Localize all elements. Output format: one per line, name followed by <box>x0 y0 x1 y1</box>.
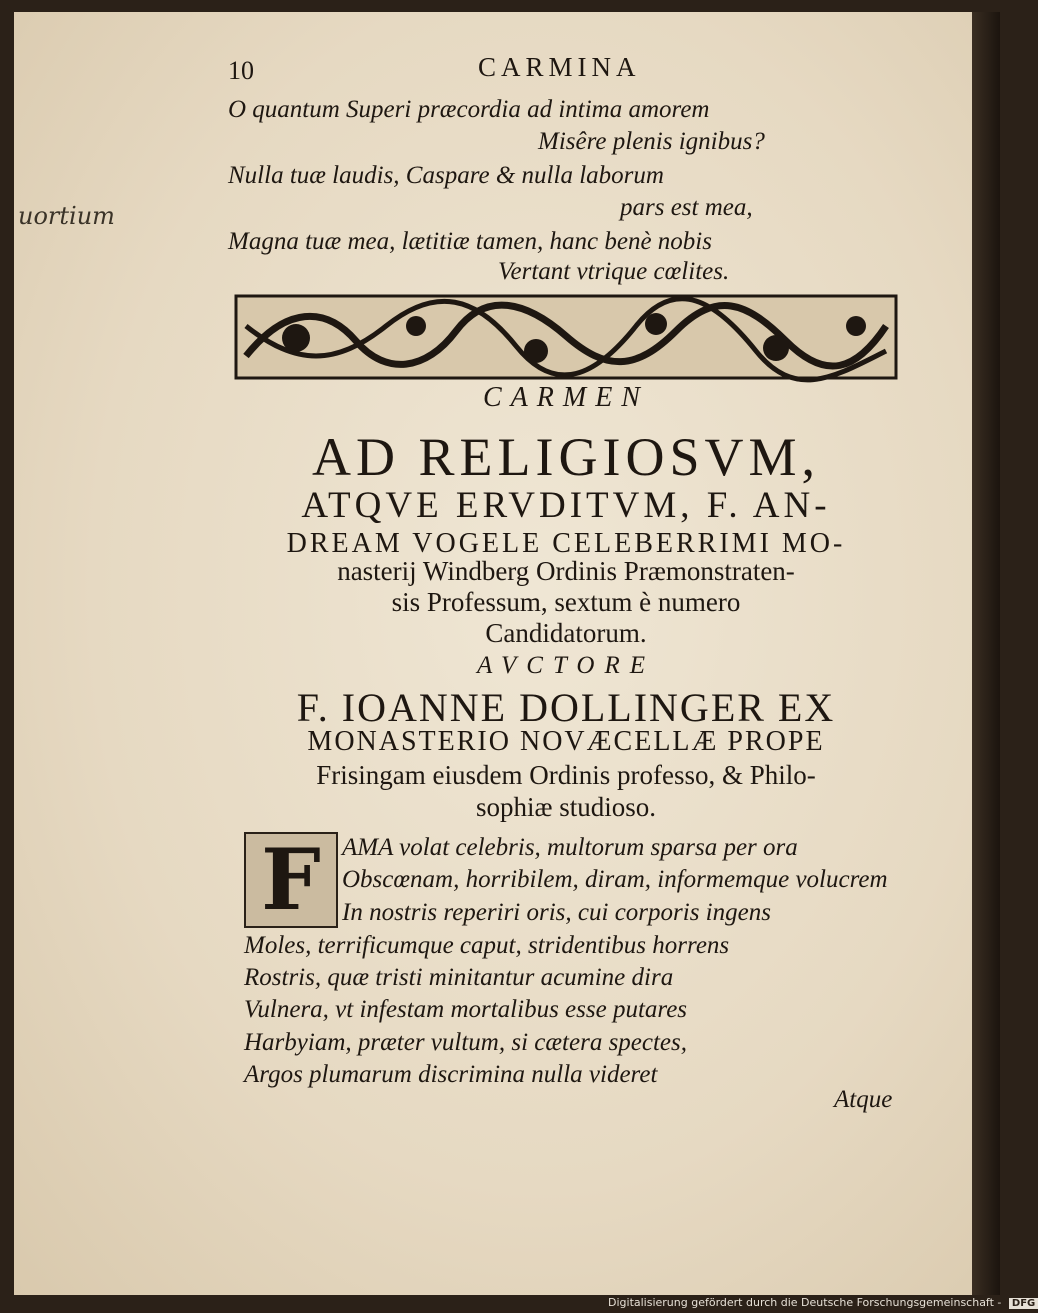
poem1-line: Nulla tuæ laudis, Caspare & nulla laborum <box>228 162 664 189</box>
author-line: MONASTERIO NOVÆCELLÆ PROPE <box>307 726 825 757</box>
poem1-line: Magna tuæ mea, lætitiæ tamen, hanc benè nobis <box>228 228 712 255</box>
title-line: Candidatorum. <box>485 618 647 648</box>
title-main: AD RELIGIOSVM, <box>312 427 820 487</box>
digitization-credit <box>608 1296 1038 1309</box>
poem1-line: pars est mea, <box>620 194 753 221</box>
poem2-line: Harbyiam, præter vultum, si cætera spectes, <box>244 1029 688 1056</box>
poem2-line: In nostris reperiri oris, cui corporis ingens <box>342 899 771 926</box>
marginal-note: uortium <box>18 202 115 230</box>
title-line: DREAM VOGELE CELEBERRIMI MO- <box>286 528 846 559</box>
poem2-line: Obscœnam, horribilem, diram, informemque volucrem <box>342 866 888 893</box>
title-line: nasterij Windberg Ordinis Præmonstraten- <box>337 556 795 586</box>
page-number: 10 <box>228 56 254 85</box>
decorative-ornament-band <box>236 296 896 378</box>
auctore-label: AVCTORE <box>476 652 656 679</box>
title-line: ATQVE ERVDITVM, F. AN- <box>301 485 831 526</box>
poem2-line: Argos plumarum discrimina nulla videret <box>244 1061 658 1088</box>
running-head: CARMINA <box>478 52 641 82</box>
poem2-line: Vulnera, vt infestam mortalibus esse putares <box>244 996 688 1023</box>
poem2-line: AMA volat celebris, multorum sparsa per ora <box>342 834 798 861</box>
catchword: Atque <box>834 1086 893 1113</box>
credit-text: Digitalisierung gefördert durch die Deutsche Forschungsgemeinschaft - <box>608 1296 1002 1309</box>
poem1-line: Misêre plenis ignibus? <box>538 128 765 155</box>
poem1-line: Vertant vtrique cœlites. <box>498 258 730 285</box>
poem2-line: Rostris, quæ tristi minitantur acumine dira <box>244 964 674 991</box>
title-carmen: CARMEN <box>483 382 649 413</box>
decorated-initial: F <box>244 832 338 928</box>
author-line: sophiæ studioso. <box>475 792 657 822</box>
poem2-line: Moles, terrificumque caput, stridentibus horrens <box>244 932 730 959</box>
dfg-logo-icon: DFG <box>1009 1298 1038 1309</box>
author-line: Frisingam eiusdem Ordinis professo, & Philo- <box>316 760 816 790</box>
author-name: F. IOANNE DOLLINGER EX <box>296 685 836 730</box>
title-line: sis Professum, sextum è numero <box>391 587 741 617</box>
page-edge <box>972 12 1000 1295</box>
poem1-line: O quantum Superi præcordia ad intima amorem <box>228 96 710 123</box>
